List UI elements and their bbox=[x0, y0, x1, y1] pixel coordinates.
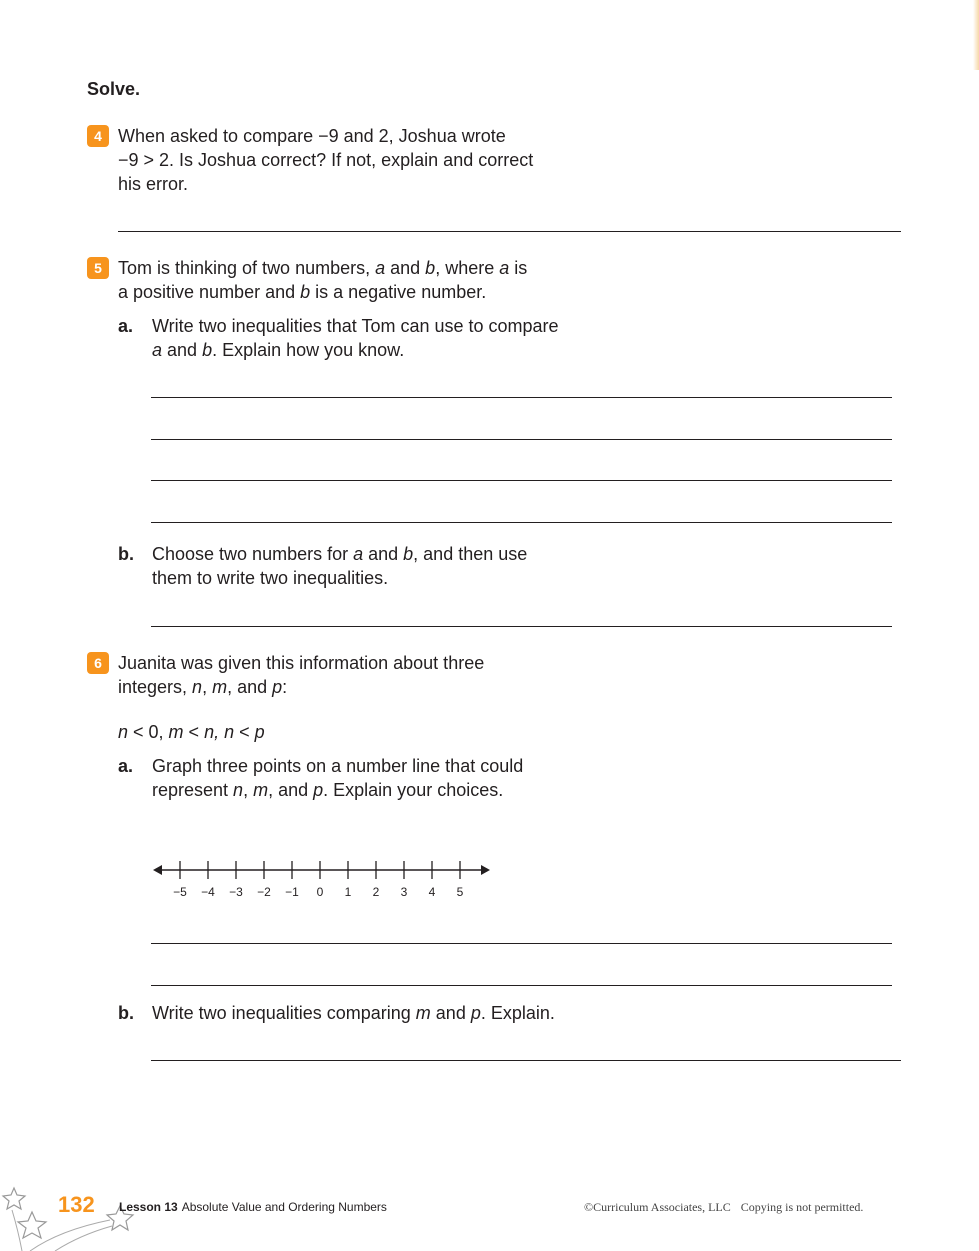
answer-line-q5a-4[interactable] bbox=[151, 522, 892, 523]
number-line-tick-label: −5 bbox=[173, 885, 187, 899]
number-line[interactable] bbox=[150, 855, 495, 905]
question-6-line-2: integers, n, m, and p: bbox=[118, 677, 288, 697]
page-edge-tab bbox=[973, 0, 979, 70]
question-5a-label: a. bbox=[118, 316, 134, 336]
answer-line-q6a-1[interactable] bbox=[151, 943, 892, 944]
question-5-badge: 5 bbox=[87, 257, 109, 279]
question-5a-line-2: a and b. Explain how you know. bbox=[152, 340, 405, 360]
copyright-notice: ©Curriculum Associates, LLC Copying is not permitted. bbox=[584, 1200, 864, 1214]
star-trail bbox=[12, 1210, 22, 1251]
question-6-line-1: Juanita was given this information about three bbox=[118, 653, 485, 673]
question-4-line-1: When asked to compare −9 and 2, Joshua wrote bbox=[118, 126, 506, 146]
number-line-tick-label: −4 bbox=[201, 885, 215, 899]
question-5b-line-1: Choose two numbers for a and b, and then use bbox=[152, 544, 528, 564]
question-5b-label: b. bbox=[118, 544, 134, 564]
answer-line-q5b[interactable] bbox=[151, 626, 892, 627]
question-6a-label: a. bbox=[118, 756, 134, 776]
question-6b-text: Write two inequalities comparing m and p. Explain. bbox=[152, 1003, 555, 1023]
question-6a-text bbox=[152, 754, 523, 802]
page-number: 132 bbox=[58, 1192, 95, 1217]
question-6-badge: 6 bbox=[87, 652, 109, 674]
lesson-title: Lesson 13 Absolute Value and Ordering Numbers bbox=[119, 1200, 387, 1214]
right-arrow-icon bbox=[481, 865, 490, 875]
answer-line-q5a-1[interactable] bbox=[151, 397, 892, 398]
answer-line-q6b[interactable] bbox=[151, 1060, 901, 1061]
question-4-line-3: his error. bbox=[118, 174, 189, 194]
answer-line-q4[interactable] bbox=[118, 231, 901, 232]
question-6-text bbox=[118, 651, 484, 699]
question-4-line-2: −9 > 2. Is Joshua correct? If not, explain and correct bbox=[118, 150, 534, 170]
question-5-line-2: a positive number and b is a negative number. bbox=[118, 282, 487, 302]
question-5a-text bbox=[152, 314, 559, 362]
star-trail bbox=[55, 1226, 112, 1251]
section-heading: Solve. bbox=[87, 79, 141, 99]
number-line-tick-label: 3 bbox=[400, 885, 408, 899]
question-5a-line-1: Write two inequalities that Tom can use to compare bbox=[152, 316, 559, 336]
number-line-tick-label: −1 bbox=[285, 885, 299, 899]
number-line-tick-label: −2 bbox=[257, 885, 271, 899]
answer-line-q5a-2[interactable] bbox=[151, 439, 892, 440]
question-6-conditions: n < 0, m < n, n < p bbox=[118, 722, 265, 742]
question-6b-label: b. bbox=[118, 1003, 134, 1023]
question-5-text bbox=[118, 256, 527, 304]
left-arrow-icon bbox=[153, 865, 162, 875]
number-line-tick-label: 2 bbox=[372, 885, 380, 899]
question-5b-line-2: them to write two inequalities. bbox=[152, 568, 389, 588]
number-line-tick-label: 4 bbox=[428, 885, 436, 899]
question-6a-line-1: Graph three points on a number line that could bbox=[152, 756, 524, 776]
question-4-badge: 4 bbox=[87, 125, 109, 147]
question-5b-text bbox=[152, 542, 527, 590]
answer-line-q5a-3[interactable] bbox=[151, 480, 892, 481]
number-line-tick-label: 5 bbox=[456, 885, 464, 899]
number-line-tick-label: 0 bbox=[316, 885, 324, 899]
star-icon bbox=[3, 1188, 25, 1209]
question-4-text bbox=[118, 124, 533, 196]
number-line-tick-label: −3 bbox=[229, 885, 243, 899]
star-icon bbox=[18, 1212, 46, 1238]
number-line-tick-label: 1 bbox=[344, 885, 352, 899]
answer-line-q6a-2[interactable] bbox=[151, 985, 892, 986]
question-6a-line-2: represent n, m, and p. Explain your choices. bbox=[152, 780, 504, 800]
question-5-line-1: Tom is thinking of two numbers, a and b, where a is bbox=[118, 258, 528, 278]
